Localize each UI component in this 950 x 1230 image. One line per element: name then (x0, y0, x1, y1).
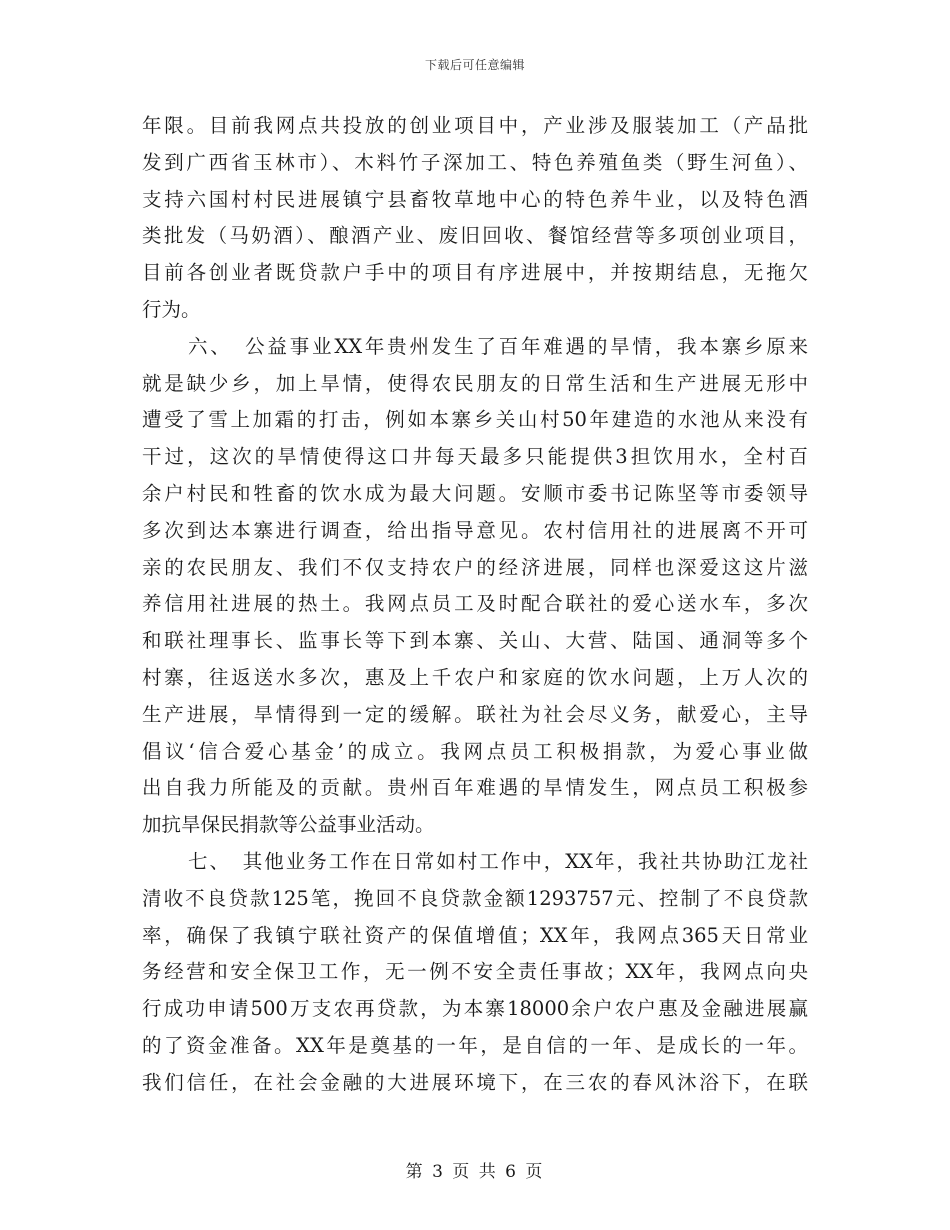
paragraph-1 (142, 108, 808, 329)
text-line: 七、 其他业务工作在日常如村工作中，XX年，我社共协助江龙社 (188, 849, 808, 873)
text-line: 生产进展，旱情得到一定的缓解。联社为社会尽义务，献爱心，主导 (142, 702, 808, 726)
text-line: 支持六国村村民进展镇宁县畜牧草地中心的特色养牛业，以及特色酒 (142, 187, 808, 211)
text-line: 务经营和安全保卫工作，无一例不安全责任事故；XX年，我网点向央 (142, 960, 808, 984)
text-line: 六、 公益事业XX年贵州发生了百年难遇的旱情，我本寨乡原来 (188, 334, 808, 358)
text-line: 行为。 (142, 297, 201, 321)
text-line: 我们信任，在社会金融的大进展环境下，在三农的春风沐浴下，在联 (142, 1070, 808, 1094)
header-note: 下载后可任意编辑 (424, 58, 525, 72)
text-line: 养信用社进展的热土。我网点员工及时配合联社的爱心送水车，多次 (142, 592, 808, 616)
text-line: 余户村民和牲畜的饮水成为最大问题。安顺市委书记陈坚等市委领导 (142, 481, 808, 505)
text-line: 和联社理事长、监事长等下到本寨、关山、大营、陆国、通洞等多个 (142, 629, 808, 653)
text-line: 倡议‘信合爱心基金’的成立。我网点员工积极捐款，为爱心事业做 (142, 739, 808, 763)
text-line: 亲的农民朋友、我们不仅支持农户的经济进展，同样也深爱这这片滋 (142, 555, 808, 579)
paragraph-2-public-welfare (142, 329, 808, 844)
text-line: 村寨，往返送水多次，惠及上千农户和家庭的饮水问题，上万人次的 (142, 665, 808, 689)
text-line: 目前各创业者既贷款户手中的项目有序进展中，并按期结息，无拖欠 (142, 261, 808, 285)
text-line: 的了资金准备。XX年是奠基的一年，是自信的一年、是成长的一年。 (142, 1033, 808, 1057)
text-line: 干过，这次的旱情使得这口井每天最多只能提供3担饮用水，全村百 (142, 445, 808, 469)
text-line: 加抗旱保民捐款等公益事业活动。 (142, 813, 435, 837)
text-line: 类批发（马奶酒）、酿酒产业、废旧回收、餐馆经营等多项创业项目， (142, 224, 808, 248)
text-line: 年限。目前我网点共投放的创业项目中，产业涉及服装加工（产品批 (142, 114, 808, 137)
page-number-footer: 第 3 页 共 6 页 (405, 1162, 545, 1182)
text-line: 行成功申请500万支农再贷款，为本寨18000余户农户惠及金融进展赢 (142, 997, 808, 1021)
text-line: 率，确保了我镇宁联社资产的保值增值；XX年，我网点365天日常业 (142, 923, 808, 947)
text-line: 发到广西省玉林市）、木料竹子深加工、特色养殖鱼类（野生河鱼）、 (142, 150, 808, 174)
text-line: 就是缺少乡，加上旱情，使得农民朋友的日常生活和生产进展无形中 (142, 371, 808, 395)
document-body (142, 108, 808, 1102)
text-line: 清收不良贷款125笔，挽回不良贷款金额1293757元、控制了不良贷款 (142, 886, 808, 910)
text-line: 多次到达本寨进行调查，给出指导意见。农村信用社的进展离不开可 (142, 518, 808, 542)
text-line: 出自我力所能及的贡献。贵州百年难遇的旱情发生，网点员工积极参 (142, 776, 808, 800)
paragraph-3-other-business (142, 844, 808, 1102)
text-line: 遭受了雪上加霜的打击，例如本寨乡关山村50年建造的水池从来没有 (142, 408, 808, 432)
